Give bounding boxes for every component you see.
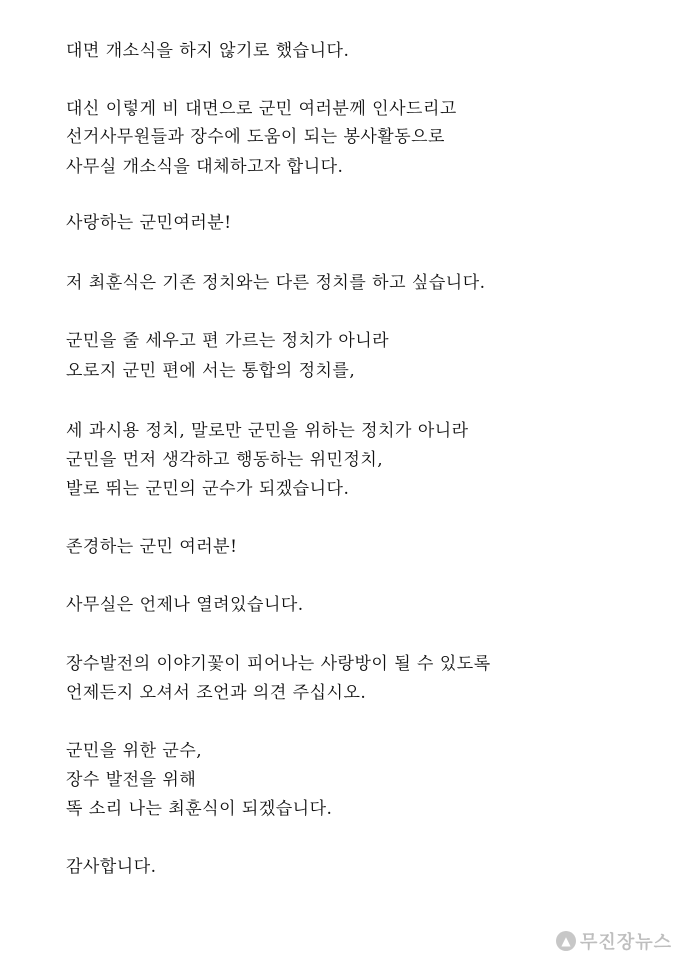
text-line: 대신 이렇게 비 대면으로 군민 여러분께 인사드리고	[66, 99, 457, 119]
text-line: 군민을 먼저 생각하고 행동하는 위민정치,	[66, 450, 384, 470]
text-line: 군민을 줄 세우고 편 가르는 정치가 아니라	[66, 331, 390, 351]
text-line: 오로지 군민 편에 서는 통합의 정치를,	[66, 361, 356, 381]
text-line: 대면 개소식을 하지 않기로 했습니다.	[66, 41, 350, 61]
watermark	[556, 928, 672, 954]
text-line: 사무실 개소식을 대체하고자 합니다.	[66, 157, 344, 177]
text-line: 사무실은 언제나 열려있습니다.	[66, 595, 304, 615]
watermark-text: 무진장뉴스	[580, 932, 672, 953]
text-line: 똑 소리 나는 최훈식이 되겠습니다.	[66, 799, 333, 819]
text-line: 존경하는 군민 여러분!	[66, 537, 238, 557]
text-line: 선거사무원들과 장수에 도움이 되는 봉사활동으로	[66, 127, 445, 147]
text-line: 장수 발전을 위해	[66, 770, 197, 790]
text-line: 장수발전의 이야기꽃이 피어나는 사랑방이 될 수 있도록	[66, 654, 491, 674]
text-line: 사랑하는 군민여러분!	[66, 213, 232, 233]
text-line: 감사합니다.	[66, 857, 157, 877]
text-line: 세 과시용 정치, 말로만 군민을 위하는 정치가 아니라	[66, 421, 469, 441]
text-line: 발로 뛰는 군민의 군수가 되겠습니다.	[66, 479, 350, 499]
mountain-logo-icon: ▲	[556, 931, 576, 951]
text-line: 군민을 위한 군수,	[66, 741, 203, 761]
text-line: 저 최훈식은 기존 정치와는 다른 정치를 하고 싶습니다.	[66, 273, 486, 293]
text-line: 언제든지 오셔서 조언과 의견 주십시오.	[66, 683, 367, 703]
